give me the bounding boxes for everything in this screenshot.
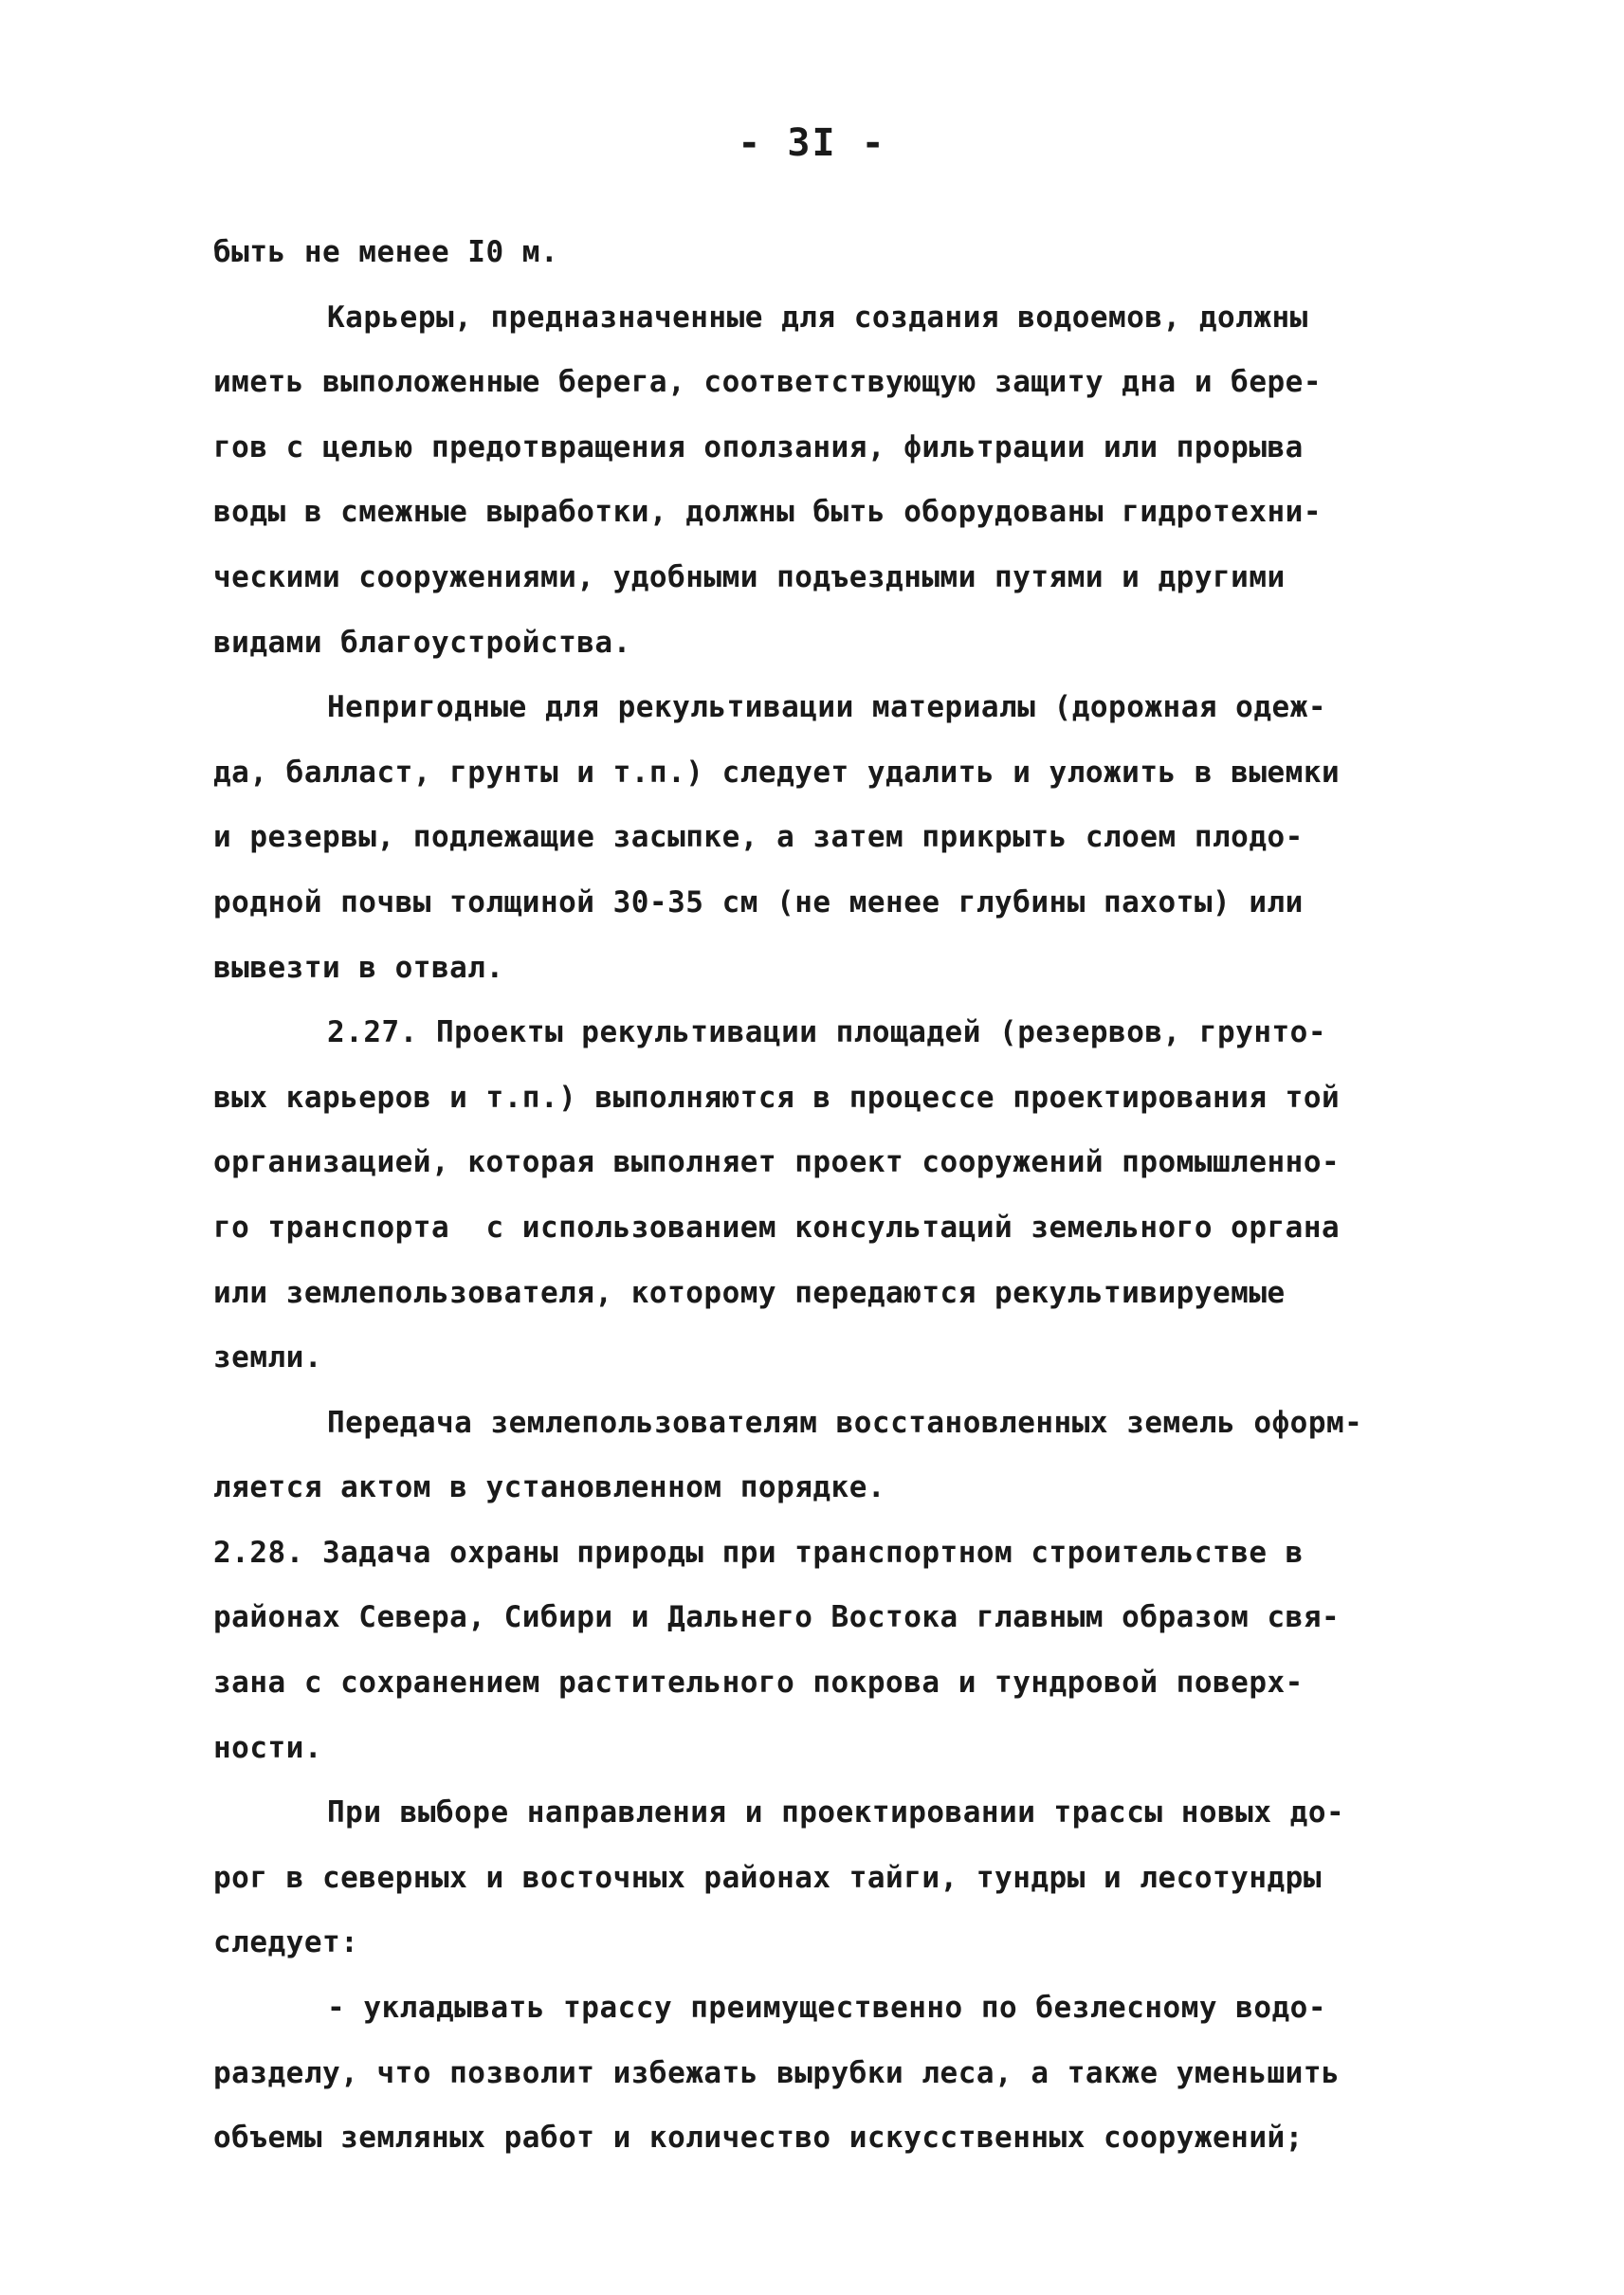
text-line: ности. (213, 1730, 322, 1765)
text-line: организацией, которая выполняет проект сооружений промышленно- (213, 1145, 1341, 1180)
text-line: ческими сооружениями, удобными подъездными путями и другими (213, 559, 1286, 594)
text-line: Непригодные для рекультивации материалы (дорожная одеж- (327, 690, 1326, 725)
text-line: Передача землепользователям восстановленных земель оформ- (327, 1405, 1363, 1440)
text-line: ляется актом в установленном порядке. (213, 1470, 886, 1505)
text-line: го транспорта с использованием консультаций земельного органа (213, 1210, 1341, 1245)
text-line: Карьеры, предназначенные для создания водоемов, должны (327, 300, 1308, 335)
text-line: вывезти в отвал. (213, 950, 504, 985)
text-line: разделу, что позволит избежать вырубки леса, а также уменьшить (213, 2055, 1341, 2090)
text-line: быть не менее I0 м. (213, 235, 559, 269)
text-line: рог в северных и восточных районах тайги, тундры и лесотундры (213, 1860, 1322, 1895)
text-line: и резервы, подлежащие засыпке, а затем прикрыть слоем плодо- (213, 820, 1304, 855)
list-item-line: - укладывать трассу преимущественно по безлесному водо- (327, 1991, 1326, 2026)
text-line: да, балласт, грунты и т.п.) следует удалить и уложить в выемки (213, 755, 1341, 790)
text-line: видами благоустройства. (213, 625, 631, 660)
body-text (213, 220, 1446, 2171)
text-line: земли. (213, 1340, 322, 1375)
section-2-27-line: 2.27. Проекты рекультивации площадей (резервов, грунто- (327, 1015, 1326, 1050)
text-line: гов с целью предотвращения оползания, фильтрации или прорыва (213, 429, 1304, 464)
text-line: При выборе направления и проектировании трассы новых до- (327, 1795, 1345, 1831)
section-2-28-line: 2.28. Задача охраны природы при транспортном строительстве в (213, 1535, 1304, 1570)
page-number: - 3I - (738, 121, 886, 165)
text-line: вых карьеров и т.п.) выполняются в процессе проектирования той (213, 1080, 1341, 1115)
text-line: объемы земляных работ и количество искусственных сооружений; (213, 2121, 1304, 2156)
text-line: воды в смежные выработки, должны быть оборудованы гидротехни- (213, 495, 1322, 530)
text-line: родной почвы толщиной 30-35 см (не менее глубины пахоты) или (213, 884, 1304, 920)
text-line: или землепользователя, которому передаются рекультивируемые (213, 1275, 1286, 1310)
text-line: иметь выположенные берега, соответствующую защиту дна и бере- (213, 365, 1322, 400)
text-line: районах Севера, Сибири и Дальнего Востока главным образом свя- (213, 1600, 1341, 1635)
text-line: зана с сохранением растительного покрова и тундровой поверх- (213, 1666, 1304, 1701)
text-line: следует: (213, 1925, 359, 1960)
